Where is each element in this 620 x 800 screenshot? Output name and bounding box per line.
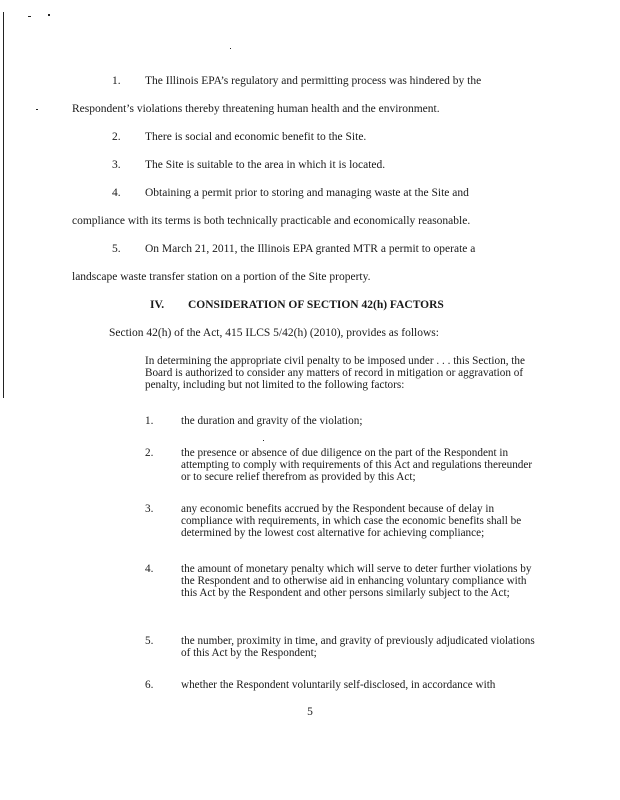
factor-number: 5. [145, 635, 154, 647]
left-margin-line [3, 12, 4, 398]
factor-text: the presence or absence of due diligence on the part of the Respondent in attempting to comply with requirements of this Act and regulations thereunder or to secure relief therefrom as provided by this Act; [181, 447, 533, 483]
quote-intro: In determining the appropriate civil penalty to be imposed under . . . this Section, the Board is authorized to consider any matters of record in mitigation or aggravation of penalty, including but not limited to the following factors: [145, 355, 525, 391]
finding-number: 3. [112, 159, 121, 171]
finding-text: The Illinois EPA’s regulatory and permitting process was hindered by the [145, 75, 482, 87]
section-number: IV. [150, 299, 165, 311]
factor-text: the duration and gravity of the violation; [181, 415, 363, 427]
finding-number: 2. [112, 131, 121, 143]
section-title: CONSIDERATION OF SECTION 42(h) FACTORS [188, 299, 444, 311]
finding-text-continued: landscape waste transfer station on a portion of the Site property. [72, 271, 371, 283]
page-number: 5 [307, 706, 313, 718]
scan-speck [230, 48, 231, 49]
finding-text-continued: compliance with its terms is both technically practicable and economically reasonable. [72, 215, 471, 227]
factor-text: the number, proximity in time, and gravity of previously adjudicated violations of this Act by the Respondent; [181, 635, 535, 659]
scan-speck [36, 109, 38, 110]
factor-number: 6. [145, 679, 154, 691]
intro-paragraph: Section 42(h) of the Act, 415 ILCS 5/42(h) (2010), provides as follows: [109, 327, 439, 339]
finding-text-continued: Respondent’s violations thereby threatening human health and the environment. [72, 103, 440, 115]
finding-text: There is social and economic benefit to the Site. [145, 131, 367, 143]
factor-text: whether the Respondent voluntarily self-disclosed, in accordance with [181, 679, 496, 691]
factor-number: 1. [145, 415, 154, 427]
finding-number: 1. [112, 75, 121, 87]
finding-text: On March 21, 2011, the Illinois EPA granted MTR a permit to operate a [145, 243, 476, 255]
finding-number: 5. [112, 243, 121, 255]
scan-speck [28, 16, 31, 17]
scan-speck [48, 14, 50, 16]
scan-speck [263, 440, 264, 441]
factor-text: any economic benefits accrued by the Respondent because of delay in compliance with requirements, in which case the economic benefits shall be determined by the lowest cost alternative for achieving compliance; [181, 503, 522, 539]
factor-number: 2. [145, 447, 154, 459]
factor-number: 4. [145, 563, 154, 575]
factor-number: 3. [145, 503, 154, 515]
factor-text: the amount of monetary penalty which will serve to deter further violations by the Respondent and to otherwise aid in enhancing voluntary compliance with this Act by the Respondent and other persons similarly subject to the Act; [181, 563, 532, 599]
finding-number: 4. [112, 187, 121, 199]
finding-text: The Site is suitable to the area in which it is located. [145, 159, 386, 171]
finding-text: Obtaining a permit prior to storing and managing waste at the Site and [145, 187, 469, 199]
